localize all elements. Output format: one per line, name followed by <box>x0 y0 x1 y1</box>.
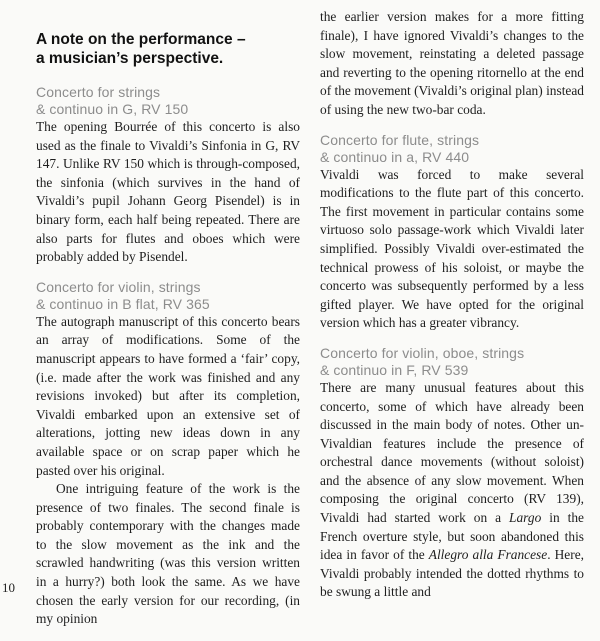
section-heading-line-2: & continuo in B flat, RV 365 <box>36 295 210 312</box>
paragraph-text: There are many unusual features about this concerto, some of which have already been discussed in the main body of notes. Other un-Vivaldian features include the presence of orchestral dance movements (without soloist) and the absence of any slow movement. When composing the original concerto (RV 139), Vivaldi had started work on a <box>320 379 584 526</box>
italic-term: Allegro alla Francese <box>428 547 548 563</box>
left-column <box>36 8 300 641</box>
title-line-1: A note on the performance – <box>36 31 246 48</box>
section-heading-line-2: & continuo in G, RV 150 <box>36 101 189 117</box>
section-paragraph <box>320 379 584 602</box>
continued-paragraph: the earlier version makes for a more fitting finale), I have ignored Vivaldi’s changes to the slow movement, reinstating a deleted passage and reverting to the opening ritornello at the end of the movement (Vivaldi’s original plan) instead of using the new two-bar coda. <box>320 9 584 117</box>
section-heading-line-1: Concerto for violin, oboe, strings <box>320 344 525 361</box>
section-heading-line-2: & continuo in F, RV 539 <box>320 361 469 378</box>
section-paragraph: Vivaldi was forced to make several modifications to the flute part of this concerto. The first movement in particular contains some virtuoso solo passage-work which Vivaldi later simplified. Possibly Vivaldi over-estimated the technical prowess of his soloist, or maybe the concerto was subsequently performed by a less gifted player. We have opted for the original version which has a greater vibrancy. <box>320 166 584 331</box>
page-title <box>36 30 300 68</box>
title-line-2: a musician’s perspective. <box>36 50 224 67</box>
section-paragraph: One intriguing feature of the work is the presence of two finales. The second finale is probably contemporary with the changes made to the slow movement as the ink and the scrawled handwriting (was this version written in a hurry?) both look the same. As we have chosen the early version for our recording, (in my opinion <box>36 481 300 627</box>
section-paragraph: The opening Bourrée of this concerto is also used as the finale to Vivaldi’s Sinfonia in G, RV 147. Unlike RV 150 which is through-composed, the sinfonia (which survives in the hand of Vivaldi’s pupil Johann Georg Pisendel) is in binary form, each half being repeated. There are also parts for flutes and oboes which were probably added by Pisendel. <box>36 119 300 265</box>
page-number: 10 <box>2 580 15 595</box>
section-paragraph: The autograph manuscript of this concerto bears an array of modifications. Some of the manuscript appears to have formed a ‘fair’ copy, (i.e. made after the work was finished and any revisions invoked) but after its completion, Vivaldi embarked upon an extensive set of alterations, jotting new ideas down in any available space or on scrap paper which he pasted over his original. <box>36 313 300 478</box>
section-heading-line-1: Concerto for strings <box>36 84 161 100</box>
section-heading-line-2: & continuo in a, RV 440 <box>320 148 470 165</box>
section-rv539 <box>320 345 584 602</box>
section-rv440 <box>320 132 584 333</box>
paragraph-text: . Here, Vivaldi probably intended the dotted rhythms to be swung a little and <box>320 547 584 600</box>
section-heading-line-1: Concerto for violin, strings <box>36 278 201 295</box>
right-column <box>320 8 584 614</box>
paragraph-text: in the French overture style, but soon abandoned this idea in favor of the <box>320 510 584 563</box>
section-heading-line-1: Concerto for flute, strings <box>320 131 480 148</box>
section-rv365 <box>36 279 300 629</box>
section-rv150 <box>36 84 300 267</box>
italic-term: Largo <box>509 510 542 526</box>
